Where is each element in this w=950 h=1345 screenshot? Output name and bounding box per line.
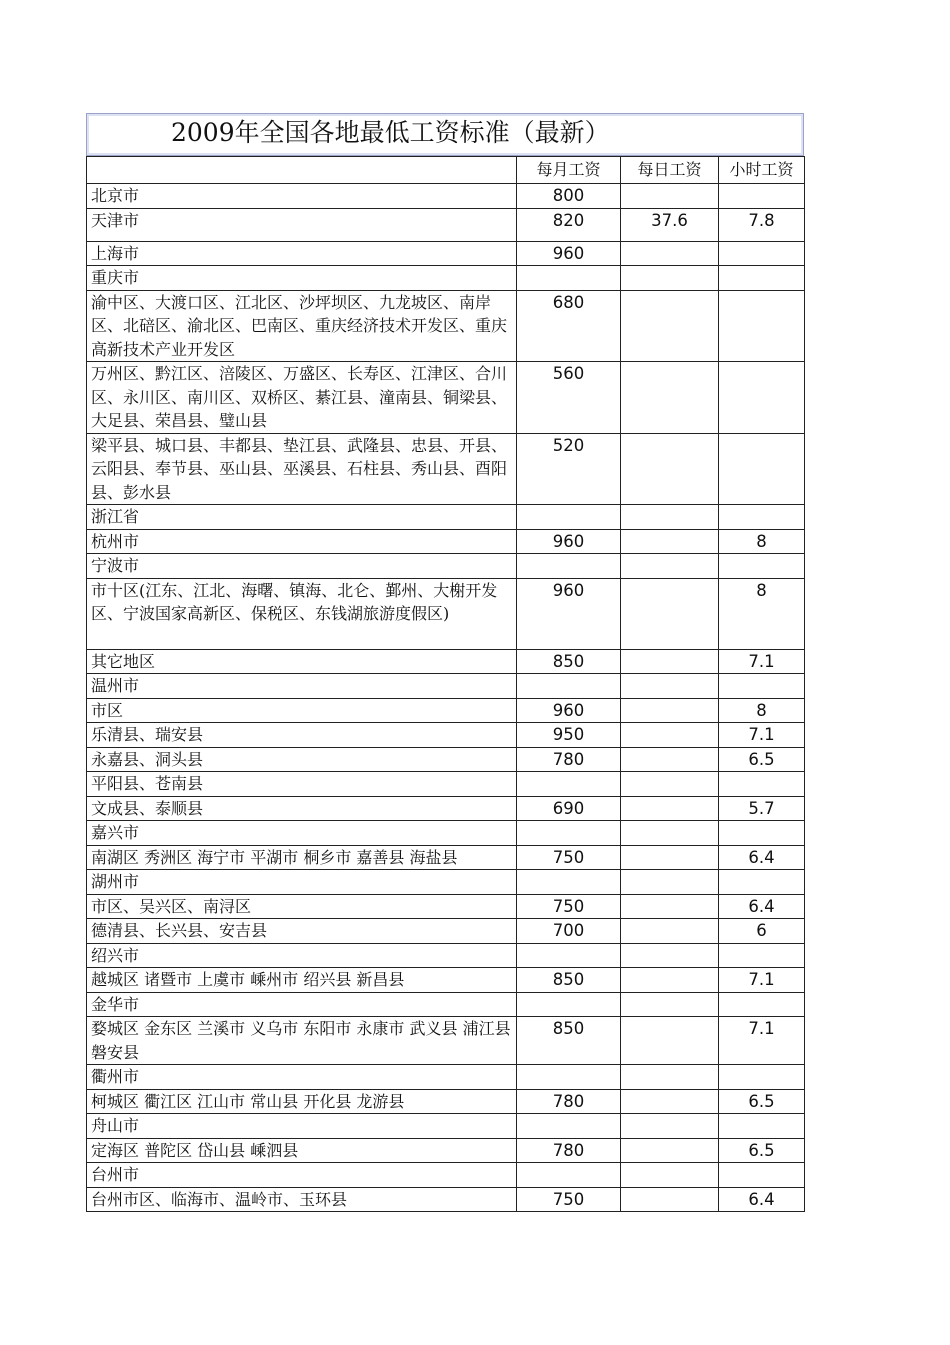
table-row bbox=[87, 241, 805, 266]
region-cell: 平阳县、苍南县 bbox=[87, 772, 517, 797]
table-row bbox=[87, 433, 805, 505]
monthly-wage-cell: 780 bbox=[517, 1089, 621, 1114]
hourly-wage-cell: 8 bbox=[719, 578, 805, 649]
region-cell: 湖州市 bbox=[87, 870, 517, 895]
region-cell: 重庆市 bbox=[87, 266, 517, 291]
table-row bbox=[87, 1138, 805, 1163]
hourly-wage-cell bbox=[719, 554, 805, 579]
region-cell: 万州区、黔江区、涪陵区、万盛区、长寿区、江津区、合川区、永川区、南川区、双桥区、綦江县、潼南县、铜梁县、大足县、荣昌县、璧山县 bbox=[87, 362, 517, 434]
header-daily: 每日工资 bbox=[621, 157, 719, 184]
daily-wage-cell: 37.6 bbox=[621, 208, 719, 241]
region-cell: 衢州市 bbox=[87, 1065, 517, 1090]
region-cell: 台州市区、临海市、温岭市、玉环县 bbox=[87, 1187, 517, 1212]
table-row bbox=[87, 505, 805, 530]
header-monthly: 每月工资 bbox=[517, 157, 621, 184]
daily-wage-cell bbox=[621, 1138, 719, 1163]
monthly-wage-cell: 680 bbox=[517, 290, 621, 362]
daily-wage-cell bbox=[621, 674, 719, 699]
monthly-wage-cell: 950 bbox=[517, 723, 621, 748]
header-hourly: 小时工资 bbox=[719, 157, 805, 184]
region-cell: 杭州市 bbox=[87, 529, 517, 554]
table-row bbox=[87, 674, 805, 699]
hourly-wage-cell: 8 bbox=[719, 529, 805, 554]
region-cell: 浙江省 bbox=[87, 505, 517, 530]
hourly-wage-cell: 6.5 bbox=[719, 1089, 805, 1114]
table-row bbox=[87, 796, 805, 821]
monthly-wage-cell bbox=[517, 554, 621, 579]
hourly-wage-cell bbox=[719, 266, 805, 291]
hourly-wage-cell bbox=[719, 870, 805, 895]
region-cell: 市区 bbox=[87, 698, 517, 723]
hourly-wage-cell bbox=[719, 362, 805, 434]
hourly-wage-cell bbox=[719, 241, 805, 266]
table-row bbox=[87, 578, 805, 649]
monthly-wage-cell: 750 bbox=[517, 1187, 621, 1212]
table-row bbox=[87, 772, 805, 797]
hourly-wage-cell: 7.8 bbox=[719, 208, 805, 241]
daily-wage-cell bbox=[621, 772, 719, 797]
table-row bbox=[87, 554, 805, 579]
hourly-wage-cell bbox=[719, 505, 805, 530]
table-row bbox=[87, 845, 805, 870]
daily-wage-cell bbox=[621, 845, 719, 870]
table-row bbox=[87, 529, 805, 554]
table-row bbox=[87, 362, 805, 434]
table-row bbox=[87, 649, 805, 674]
monthly-wage-cell bbox=[517, 943, 621, 968]
region-cell: 梁平县、城口县、丰都县、垫江县、武隆县、忠县、开县、云阳县、奉节县、巫山县、巫溪县、石柱县、秀山县、酉阳县、彭水县 bbox=[87, 433, 517, 505]
table-row bbox=[87, 821, 805, 846]
header-region bbox=[87, 157, 517, 184]
region-cell: 柯城区 衢江区 江山市 常山县 开化县 龙游县 bbox=[87, 1089, 517, 1114]
table-row bbox=[87, 870, 805, 895]
table-row bbox=[87, 919, 805, 944]
hourly-wage-cell: 6.4 bbox=[719, 845, 805, 870]
region-cell: 其它地区 bbox=[87, 649, 517, 674]
monthly-wage-cell: 560 bbox=[517, 362, 621, 434]
monthly-wage-cell: 850 bbox=[517, 1017, 621, 1065]
daily-wage-cell bbox=[621, 554, 719, 579]
daily-wage-cell bbox=[621, 578, 719, 649]
region-cell: 定海区 普陀区 岱山县 嵊泗县 bbox=[87, 1138, 517, 1163]
daily-wage-cell bbox=[621, 184, 719, 209]
daily-wage-cell bbox=[621, 943, 719, 968]
monthly-wage-cell bbox=[517, 266, 621, 291]
monthly-wage-cell bbox=[517, 1114, 621, 1139]
hourly-wage-cell bbox=[719, 1114, 805, 1139]
region-cell: 宁波市 bbox=[87, 554, 517, 579]
daily-wage-cell bbox=[621, 747, 719, 772]
sheet-title: 2009年全国各地最低工资标准（最新） bbox=[86, 113, 804, 156]
region-cell: 舟山市 bbox=[87, 1114, 517, 1139]
monthly-wage-cell: 690 bbox=[517, 796, 621, 821]
region-cell: 永嘉县、洞头县 bbox=[87, 747, 517, 772]
daily-wage-cell bbox=[621, 870, 719, 895]
table-row bbox=[87, 992, 805, 1017]
hourly-wage-cell: 7.1 bbox=[719, 1017, 805, 1065]
daily-wage-cell bbox=[621, 290, 719, 362]
region-cell: 渝中区、大渡口区、江北区、沙坪坝区、九龙坡区、南岸区、北碚区、渝北区、巴南区、重庆经济技术开发区、重庆高新技术产业开发区 bbox=[87, 290, 517, 362]
hourly-wage-cell: 6 bbox=[719, 919, 805, 944]
daily-wage-cell bbox=[621, 723, 719, 748]
hourly-wage-cell: 5.7 bbox=[719, 796, 805, 821]
daily-wage-cell bbox=[621, 1114, 719, 1139]
region-cell: 南湖区 秀洲区 海宁市 平湖市 桐乡市 嘉善县 海盐县 bbox=[87, 845, 517, 870]
table-body bbox=[87, 184, 805, 1212]
daily-wage-cell bbox=[621, 529, 719, 554]
region-cell: 市十区(江东、江北、海曙、镇海、北仑、鄞州、大榭开发区、宁波国家高新区、保税区、东钱湖旅游度假区) bbox=[87, 578, 517, 649]
hourly-wage-cell: 7.1 bbox=[719, 723, 805, 748]
table-row bbox=[87, 290, 805, 362]
monthly-wage-cell bbox=[517, 505, 621, 530]
table-row bbox=[87, 1017, 805, 1065]
hourly-wage-cell bbox=[719, 1163, 805, 1188]
monthly-wage-cell: 780 bbox=[517, 747, 621, 772]
region-cell: 绍兴市 bbox=[87, 943, 517, 968]
daily-wage-cell bbox=[621, 1187, 719, 1212]
daily-wage-cell bbox=[621, 1065, 719, 1090]
region-cell: 嘉兴市 bbox=[87, 821, 517, 846]
monthly-wage-cell bbox=[517, 821, 621, 846]
region-cell: 越城区 诸暨市 上虞市 嵊州市 绍兴县 新昌县 bbox=[87, 968, 517, 993]
monthly-wage-cell: 820 bbox=[517, 208, 621, 241]
table-row bbox=[87, 1163, 805, 1188]
monthly-wage-cell: 960 bbox=[517, 698, 621, 723]
monthly-wage-cell bbox=[517, 1065, 621, 1090]
monthly-wage-cell: 700 bbox=[517, 919, 621, 944]
table-row bbox=[87, 968, 805, 993]
monthly-wage-cell: 850 bbox=[517, 649, 621, 674]
hourly-wage-cell: 6.4 bbox=[719, 1187, 805, 1212]
monthly-wage-cell bbox=[517, 870, 621, 895]
daily-wage-cell bbox=[621, 821, 719, 846]
monthly-wage-cell: 750 bbox=[517, 894, 621, 919]
daily-wage-cell bbox=[621, 241, 719, 266]
table-row bbox=[87, 208, 805, 241]
hourly-wage-cell bbox=[719, 184, 805, 209]
monthly-wage-cell: 850 bbox=[517, 968, 621, 993]
hourly-wage-cell: 7.1 bbox=[719, 649, 805, 674]
table-row bbox=[87, 1089, 805, 1114]
monthly-wage-cell bbox=[517, 1163, 621, 1188]
hourly-wage-cell: 6.5 bbox=[719, 747, 805, 772]
table-row bbox=[87, 1065, 805, 1090]
daily-wage-cell bbox=[621, 362, 719, 434]
region-cell: 上海市 bbox=[87, 241, 517, 266]
region-cell: 市区、吴兴区、南浔区 bbox=[87, 894, 517, 919]
hourly-wage-cell bbox=[719, 992, 805, 1017]
table-row bbox=[87, 266, 805, 291]
hourly-wage-cell bbox=[719, 1065, 805, 1090]
wage-table bbox=[86, 156, 805, 1212]
region-cell: 北京市 bbox=[87, 184, 517, 209]
region-cell: 金华市 bbox=[87, 992, 517, 1017]
monthly-wage-cell bbox=[517, 992, 621, 1017]
table-row bbox=[87, 1114, 805, 1139]
daily-wage-cell bbox=[621, 433, 719, 505]
daily-wage-cell bbox=[621, 796, 719, 821]
daily-wage-cell bbox=[621, 698, 719, 723]
table-row bbox=[87, 894, 805, 919]
daily-wage-cell bbox=[621, 894, 719, 919]
daily-wage-cell bbox=[621, 1089, 719, 1114]
table-row bbox=[87, 184, 805, 209]
header-row bbox=[87, 157, 805, 184]
hourly-wage-cell bbox=[719, 943, 805, 968]
daily-wage-cell bbox=[621, 1163, 719, 1188]
monthly-wage-cell: 960 bbox=[517, 578, 621, 649]
daily-wage-cell bbox=[621, 992, 719, 1017]
table-row bbox=[87, 723, 805, 748]
daily-wage-cell bbox=[621, 1017, 719, 1065]
region-cell: 乐清县、瑞安县 bbox=[87, 723, 517, 748]
hourly-wage-cell: 6.5 bbox=[719, 1138, 805, 1163]
monthly-wage-cell: 750 bbox=[517, 845, 621, 870]
region-cell: 德清县、长兴县、安吉县 bbox=[87, 919, 517, 944]
monthly-wage-cell bbox=[517, 674, 621, 699]
hourly-wage-cell bbox=[719, 674, 805, 699]
table-row bbox=[87, 943, 805, 968]
hourly-wage-cell bbox=[719, 821, 805, 846]
daily-wage-cell bbox=[621, 649, 719, 674]
daily-wage-cell bbox=[621, 968, 719, 993]
region-cell: 婺城区 金东区 兰溪市 义乌市 东阳市 永康市 武义县 浦江县 磐安县 bbox=[87, 1017, 517, 1065]
table-row bbox=[87, 698, 805, 723]
region-cell: 天津市 bbox=[87, 208, 517, 241]
hourly-wage-cell: 6.4 bbox=[719, 894, 805, 919]
region-cell: 台州市 bbox=[87, 1163, 517, 1188]
hourly-wage-cell: 7.1 bbox=[719, 968, 805, 993]
monthly-wage-cell: 960 bbox=[517, 529, 621, 554]
monthly-wage-cell: 800 bbox=[517, 184, 621, 209]
hourly-wage-cell bbox=[719, 290, 805, 362]
table-row bbox=[87, 1187, 805, 1212]
monthly-wage-cell: 960 bbox=[517, 241, 621, 266]
region-cell: 温州市 bbox=[87, 674, 517, 699]
monthly-wage-cell: 780 bbox=[517, 1138, 621, 1163]
region-cell: 文成县、泰顺县 bbox=[87, 796, 517, 821]
daily-wage-cell bbox=[621, 505, 719, 530]
monthly-wage-cell bbox=[517, 772, 621, 797]
hourly-wage-cell: 8 bbox=[719, 698, 805, 723]
hourly-wage-cell bbox=[719, 772, 805, 797]
daily-wage-cell bbox=[621, 919, 719, 944]
daily-wage-cell bbox=[621, 266, 719, 291]
table-row bbox=[87, 747, 805, 772]
hourly-wage-cell bbox=[719, 433, 805, 505]
monthly-wage-cell: 520 bbox=[517, 433, 621, 505]
spreadsheet bbox=[86, 113, 804, 1212]
